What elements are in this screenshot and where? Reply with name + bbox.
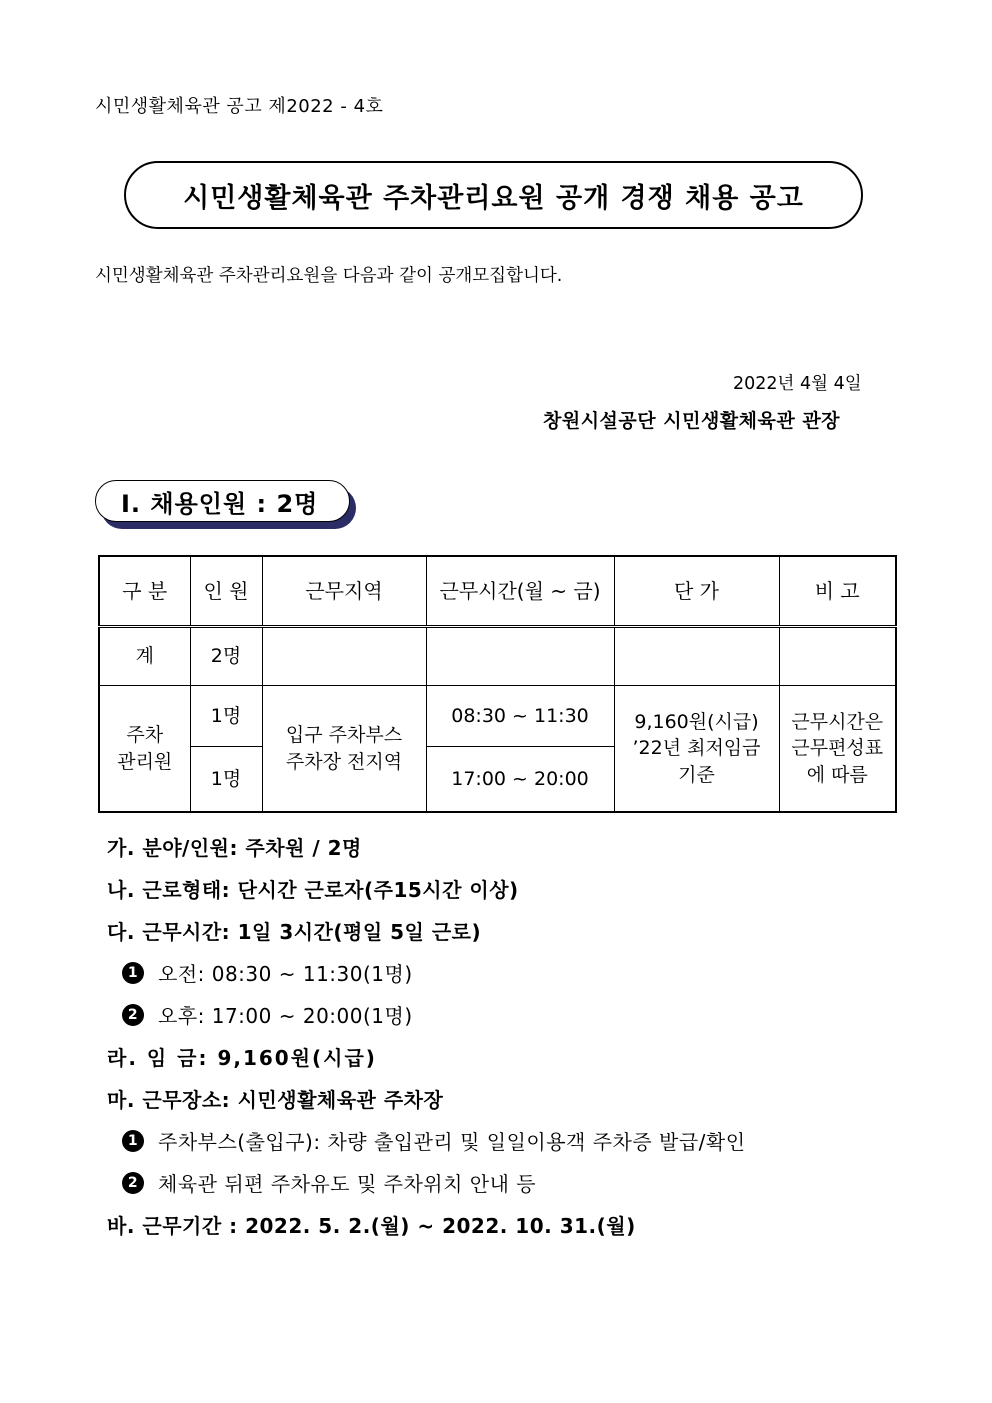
wage-line: 기준 bbox=[678, 763, 715, 786]
detail-ba: 바. 근무기간 : 2022. 5. 2.(월) ~ 2022. 10. 31.(월) bbox=[107, 1214, 636, 1238]
count-evening: 1명 bbox=[190, 747, 262, 813]
recruit-table bbox=[98, 555, 897, 813]
table-row-morning bbox=[99, 686, 896, 747]
note-line: 근무편성표 bbox=[791, 737, 884, 760]
header-hours: 근무시간(월 ~ 금) bbox=[426, 556, 614, 627]
section-title: Ⅰ. 채용인원 : 2명 bbox=[121, 489, 319, 518]
category-cell bbox=[99, 686, 190, 813]
detail-ma: 마. 근무장소: 시민생활체육관 주차장 bbox=[107, 1088, 444, 1112]
wage-line: ’22년 최저임금 bbox=[632, 737, 761, 760]
notice-date: 2022년 4월 4일 bbox=[733, 374, 862, 394]
header-category: 구 분 bbox=[99, 556, 190, 627]
wage-line: 9,160원(시급) bbox=[634, 710, 759, 733]
header-count: 인 원 bbox=[190, 556, 262, 627]
detail-da: 다. 근무시간: 1일 3시간(평일 5일 근로) bbox=[107, 920, 482, 944]
detail-da-item-2 bbox=[122, 1000, 413, 1029]
time-evening: 17:00 ~ 20:00 bbox=[426, 747, 614, 813]
detail-ma-item-2 bbox=[122, 1168, 536, 1197]
area-line: 입구 주차부스 bbox=[285, 723, 403, 746]
note-cell bbox=[779, 686, 896, 813]
header-area: 근무지역 bbox=[262, 556, 426, 627]
intro-text: 시민생활체육관 주차관리요원을 다음과 같이 공개모집합니다. bbox=[95, 266, 563, 286]
wage-cell bbox=[614, 686, 779, 813]
document-title: 시민생활체육관 주차관리요원 공개 경쟁 채용 공고 bbox=[183, 182, 804, 214]
empty-cell bbox=[779, 627, 896, 686]
empty-cell bbox=[426, 627, 614, 686]
empty-cell bbox=[614, 627, 779, 686]
title-box bbox=[124, 161, 863, 229]
detail-ma-item-1-text: 주차부스(출입구): 차량 출입관리 및 일일이용객 주차증 발급/확인 bbox=[158, 1130, 746, 1154]
detail-ma-item-2-text: 체육관 뒤편 주차유도 및 주차위치 안내 등 bbox=[158, 1172, 537, 1196]
header-note: 비 고 bbox=[779, 556, 896, 627]
total-label: 계 bbox=[99, 627, 190, 686]
detail-ga: 가. 분야/인원: 주차원 / 2명 bbox=[107, 836, 362, 860]
note-line: 에 따름 bbox=[806, 763, 868, 786]
section-title-box bbox=[95, 480, 350, 522]
category-line: 주차 bbox=[126, 723, 164, 746]
detail-da-item-1 bbox=[122, 958, 413, 987]
number-1-icon: 1 bbox=[122, 1130, 144, 1152]
number-2-icon: 2 bbox=[122, 1172, 144, 1194]
time-morning: 08:30 ~ 11:30 bbox=[426, 686, 614, 747]
table-row-total bbox=[99, 627, 896, 686]
note-line: 근무시간은 bbox=[791, 710, 884, 733]
number-2-icon: 2 bbox=[122, 1004, 144, 1026]
number-1-icon: 1 bbox=[122, 962, 144, 984]
notice-number: 시민생활체육관 공고 제2022 - 4호 bbox=[95, 96, 384, 117]
detail-na: 나. 근로형태: 단시간 근로자(주15시간 이상) bbox=[107, 878, 519, 902]
detail-da-item-2-text: 오후: 17:00 ~ 20:00(1명) bbox=[158, 1004, 413, 1028]
category-line: 관리원 bbox=[117, 750, 173, 773]
detail-ra: 라. 임 금: 9,160원(시급) bbox=[107, 1046, 377, 1070]
table-header-row bbox=[99, 556, 896, 627]
area-line: 주차장 전지역 bbox=[285, 750, 403, 773]
detail-ma-item-1 bbox=[122, 1126, 746, 1155]
total-count: 2명 bbox=[190, 627, 262, 686]
area-cell bbox=[262, 686, 426, 813]
header-wage: 단 가 bbox=[614, 556, 779, 627]
detail-da-item-1-text: 오전: 08:30 ~ 11:30(1명) bbox=[158, 962, 413, 986]
count-morning: 1명 bbox=[190, 686, 262, 747]
empty-cell bbox=[262, 627, 426, 686]
signer: 창원시설공단 시민생활체육관 관장 bbox=[543, 410, 841, 432]
